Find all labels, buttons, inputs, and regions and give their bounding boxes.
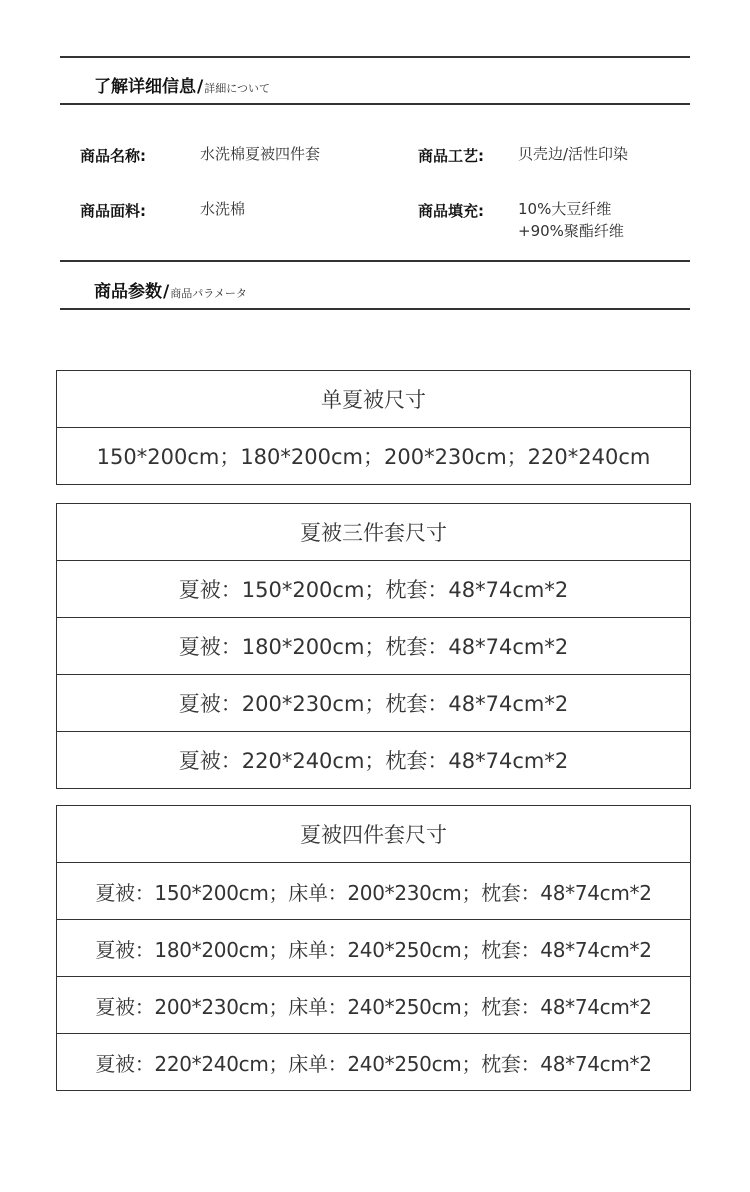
product-craft-label: 商品工艺: xyxy=(418,147,484,165)
product-name-value: 水洗棉夏被四件套 xyxy=(200,145,321,163)
table-header: 夏被三件套尺寸 xyxy=(300,521,447,545)
table-row: 夏被：220*240cm；枕套：48*74cm*2 xyxy=(57,731,690,788)
table-row: 夏被：150*200cm；枕套：48*74cm*2 xyxy=(57,560,690,617)
table-row: 150*200cm；180*200cm；200*230cm；220*240cm xyxy=(57,427,690,484)
table-row: 夏被：200*230cm；枕套：48*74cm*2 xyxy=(57,674,690,731)
four-piece-size-table xyxy=(56,805,691,1091)
table-row: 夏被：180*200cm；床单：240*250cm；枕套：48*74cm*2 xyxy=(57,919,690,976)
table-row: 夏被：150*200cm；床单：200*230cm；枕套：48*74cm*2 xyxy=(57,862,690,919)
product-filling-label: 商品填充: xyxy=(418,202,484,220)
params-section-title xyxy=(94,277,247,302)
product-craft-value: 贝壳边/活性印染 xyxy=(518,145,629,163)
details-section-title xyxy=(94,72,270,97)
details-title: 了解详细信息 xyxy=(94,77,196,97)
table-row: 夏被：180*200cm；枕套：48*74cm*2 xyxy=(57,617,690,674)
title-slash: / xyxy=(197,77,204,97)
product-fabric-value: 水洗棉 xyxy=(200,200,246,218)
params-title-slash: / xyxy=(163,282,170,302)
table-header: 单夏被尺寸 xyxy=(321,388,426,412)
product-fabric-label: 商品面料: xyxy=(80,202,146,220)
params-top-divider xyxy=(60,260,690,262)
table-row: 夏被：200*230cm；床单：240*250cm；枕套：48*74cm*2 xyxy=(57,976,690,1033)
params-divider xyxy=(60,308,690,310)
params-title: 商品参数 xyxy=(94,282,162,302)
single-quilt-size-table xyxy=(56,370,691,485)
product-filling-value: 10%大豆纤维 +90%聚酯纤维 xyxy=(518,200,624,240)
table-header: 夏被四件套尺寸 xyxy=(300,823,447,847)
details-divider xyxy=(60,103,690,105)
product-name-label: 商品名称: xyxy=(80,147,146,165)
details-subtitle: 詳細について xyxy=(204,82,270,95)
params-subtitle: 商品パラメータ xyxy=(170,287,247,300)
top-divider xyxy=(60,56,690,58)
three-piece-size-table xyxy=(56,503,691,789)
table-row: 夏被：220*240cm；床单：240*250cm；枕套：48*74cm*2 xyxy=(57,1033,690,1090)
